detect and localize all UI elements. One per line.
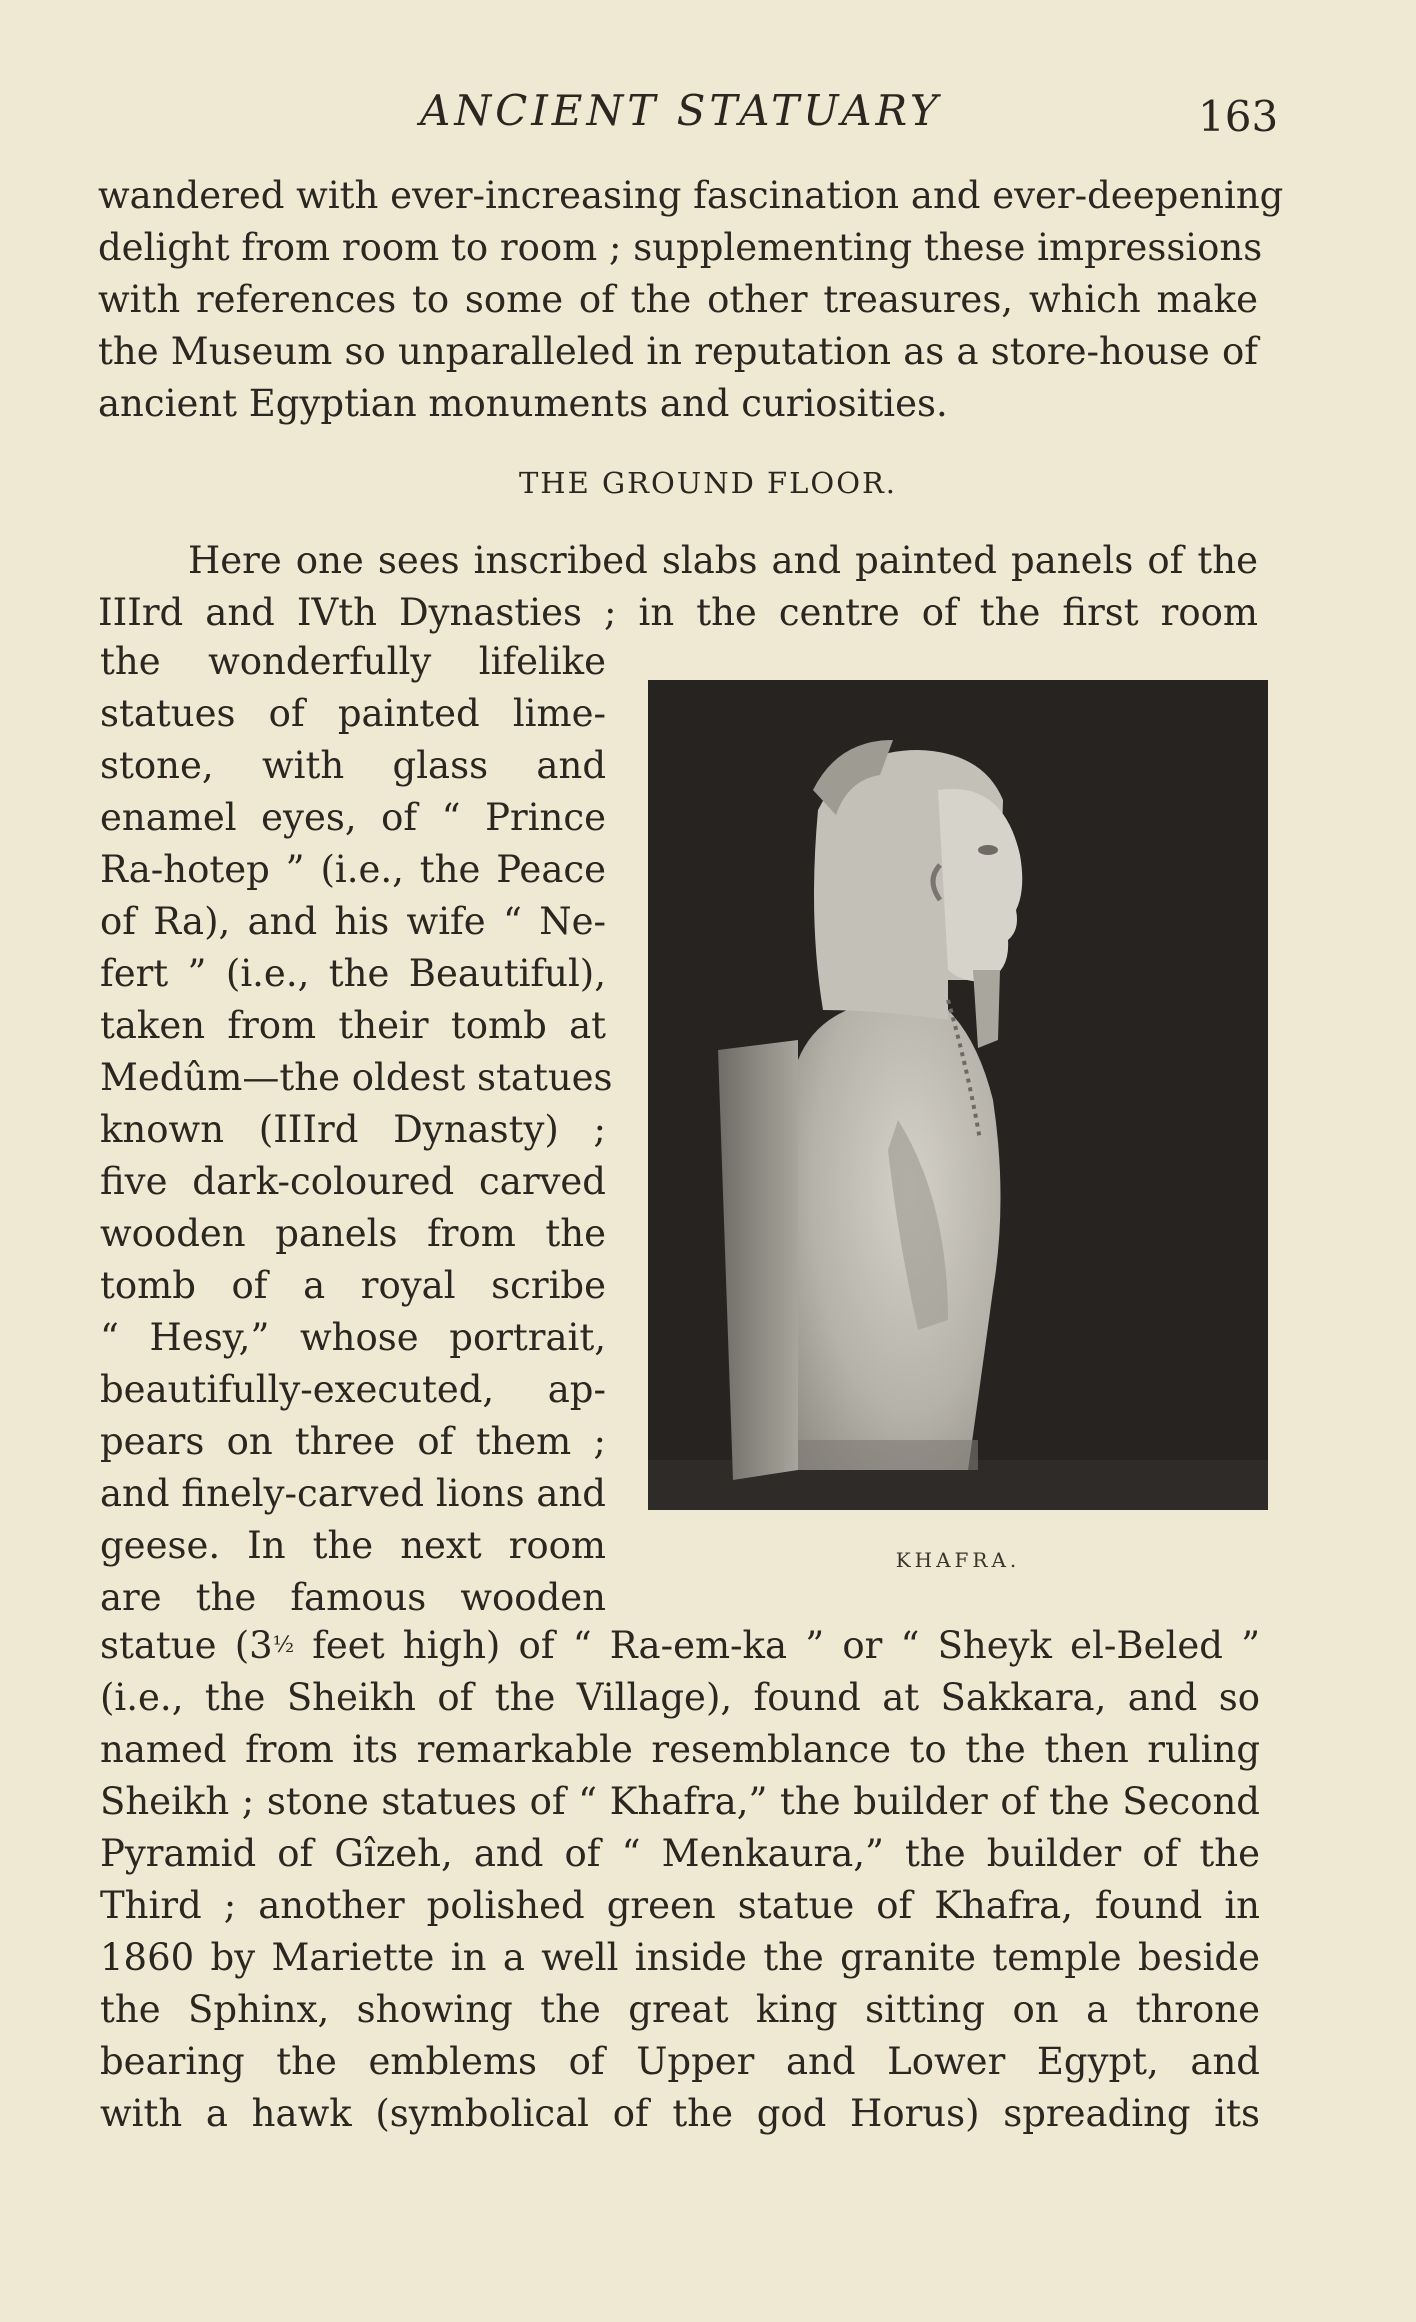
text-line: Third ; another polished green statue of Khafra, found in	[100, 1884, 1260, 1927]
text-line: fert ” (i.e., the Beautiful),	[100, 952, 606, 995]
text-line: Medûm—the oldest statues	[100, 1056, 613, 1099]
text-line: beautifully-executed, ap-	[100, 1368, 606, 1411]
text-line	[100, 1620, 1260, 1672]
text-line: bearing the emblems of Upper and Lower Egypt, and	[100, 2040, 1260, 2083]
text-line: pears on three of them ;	[100, 1420, 606, 1463]
section-heading: THE GROUND FLOOR.	[518, 466, 898, 500]
text-line: with a hawk (symbolical of the god Horus) spreading its	[100, 2092, 1260, 2135]
text-line: Pyramid of Gîzeh, and of “ Menkaura,” the builder of the	[100, 1832, 1260, 1875]
text-line: taken from their tomb at	[100, 1004, 606, 1047]
text-line: wooden panels from the	[100, 1212, 606, 1255]
ground-floor-paragraph-top	[98, 535, 1258, 639]
intro-paragraph	[98, 170, 1284, 430]
statue-photo-icon	[648, 680, 1268, 1510]
page-header	[0, 80, 1416, 140]
text-line: the Museum so unparalleled in reputation as a store-house of	[98, 330, 1258, 373]
text-line: tomb of a royal scribe	[100, 1264, 606, 1307]
text-line: the wonderfully lifelike	[100, 640, 606, 683]
statue-height-prefix: statue (3	[100, 1624, 273, 1667]
ground-floor-paragraph-bottom	[100, 1620, 1260, 2140]
figure-caption: KHAFRA.	[895, 1548, 1021, 1572]
text-line: enamel eyes, of “ Prince	[100, 796, 606, 839]
text-line: and finely-carved lions and	[100, 1472, 606, 1515]
text-line: (i.e., the Sheikh of the Village), found at Sakkara, and so	[100, 1676, 1260, 1719]
text-line: statues of painted lime-	[100, 692, 606, 735]
page-number: 163	[1198, 92, 1279, 141]
text-line: Here one sees inscribed slabs and painted panels of the	[188, 539, 1258, 582]
text-line: of Ra), and his wife “ Ne-	[100, 900, 606, 943]
text-line: with references to some of the other treasures, which make	[98, 278, 1258, 321]
text-line: wandered with ever-increasing fascination and ever-deepening	[98, 174, 1284, 217]
half-fraction: ½	[272, 1633, 295, 1658]
text-line: stone, with glass and	[100, 744, 606, 787]
text-line: ancient Egyptian monuments and curiosities.	[98, 382, 948, 425]
text-line: are the famous wooden	[100, 1576, 606, 1619]
text-line: 1860 by Mariette in a well inside the granite temple beside	[100, 1936, 1260, 1979]
running-title: ANCIENT STATUARY	[420, 86, 942, 135]
text-line: Ra-hotep ” (i.e., the Peace	[100, 848, 606, 891]
text-line: known (IIIrd Dynasty) ;	[100, 1108, 606, 1151]
text-line: Sheikh ; stone statues of “ Khafra,” the builder of the Second	[100, 1780, 1260, 1823]
text-line: five dark-coloured carved	[100, 1160, 606, 1203]
text-line: delight from room to room ; supplementing these impressions	[98, 226, 1263, 269]
text-line: the Sphinx, showing the great king sitting on a throne	[100, 1988, 1260, 2031]
wrapped-text-column	[100, 636, 613, 1624]
text-line: named from its remarkable resemblance to the then ruling	[100, 1728, 1260, 1771]
text-line: “ Hesy,” whose portrait,	[100, 1316, 606, 1359]
khafra-figure	[648, 680, 1268, 1510]
text-line: IIIrd and IVth Dynasties ; in the centre of the first room	[98, 591, 1258, 634]
text-line: geese. In the next room	[100, 1524, 606, 1567]
statue-height-suffix: feet high) of “ Ra-em-ka ” or “ Sheyk el-Beled ”	[294, 1624, 1260, 1667]
